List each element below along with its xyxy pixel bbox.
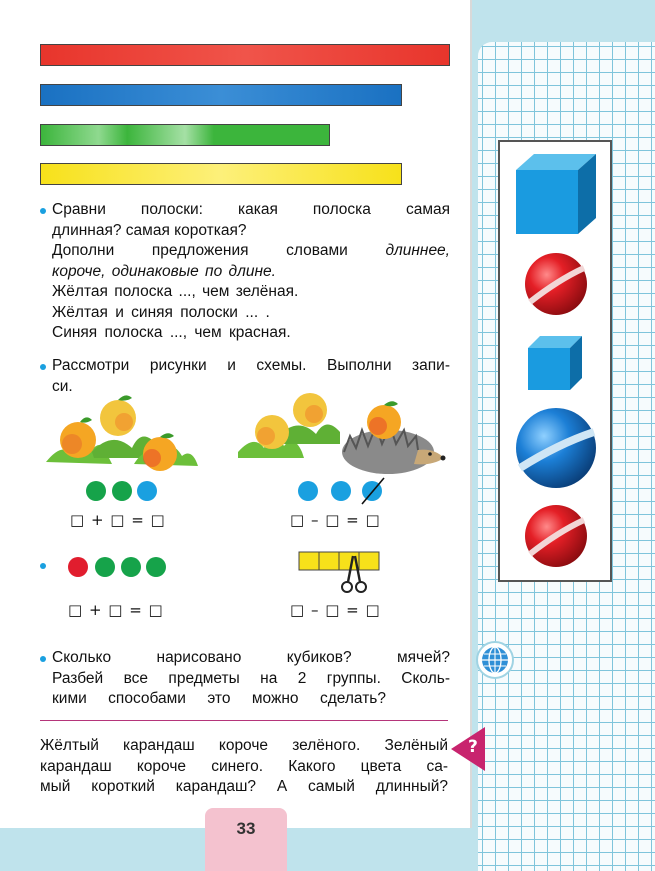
yellow-strip: [40, 163, 402, 185]
globe-icon: [476, 641, 514, 679]
s2-line1: Рассмотри рисунки и схемы. Выполни запи-: [52, 357, 450, 374]
green-dot: [121, 557, 141, 577]
s3-line2: Разбей все предметы на 2 группы. Сколь-: [52, 669, 450, 687]
s1-line7: Синяя полоска ..., чем красная.: [52, 324, 291, 341]
apple-3-blush: [143, 449, 161, 467]
equation-minus-2: □ – □ = □: [290, 601, 381, 619]
equation-minus-1: □ – □ = □: [290, 511, 381, 529]
q-line3: мый короткий карандаш? А самый длинный?: [40, 778, 448, 795]
blue-strip: [40, 84, 402, 106]
s1-line4-italic: короче, одинаковые по длине.: [52, 262, 276, 280]
blue-dot: [331, 481, 351, 501]
apple-2-blush: [305, 405, 323, 423]
s1-line3-normal: Дополни предложения словами: [52, 242, 386, 259]
cross-out-mark: [360, 476, 386, 506]
red-dot: [68, 557, 88, 577]
objects-illustration: [500, 142, 610, 580]
apple-1-blush: [62, 434, 82, 454]
hedgehog-illustration: [238, 392, 448, 478]
strip-with-scissors: [298, 550, 384, 596]
green-dot: [86, 481, 106, 501]
q-line2: карандаш короче синего. Какого цвета са-: [40, 757, 448, 775]
small-cube: [528, 336, 582, 390]
equation-plus-1: □ + □ = □: [70, 511, 166, 529]
s1-line6: Жёлтая и синяя полоски ... .: [52, 303, 270, 321]
green-dot: [146, 557, 166, 577]
red-strip: [40, 44, 450, 66]
blue-dot: [137, 481, 157, 501]
red-ball-1: [525, 253, 587, 315]
blue-ball: [516, 408, 596, 488]
green-dot: [112, 481, 132, 501]
apple-2-blush: [115, 413, 133, 431]
question-mark-label: ?: [468, 737, 478, 757]
leaf-1: [80, 417, 92, 422]
blue-dot: [298, 481, 318, 501]
apples-illustration: [42, 392, 200, 474]
question-marker: [451, 727, 485, 771]
s1-line3: [52, 241, 450, 262]
bullet-1: [40, 208, 46, 214]
q-line1: Жёлтый карандаш короче зелёного. Зелёный: [40, 737, 448, 754]
green-dot: [95, 557, 115, 577]
hedgehog-face: [414, 450, 444, 465]
green-strip: [40, 124, 330, 146]
apple-1-blush: [257, 427, 275, 445]
s1-line5: Жёлтая полоска ..., чем зелёная.: [52, 283, 299, 300]
hedgehog-eye: [428, 452, 432, 456]
leaf-2: [118, 395, 132, 400]
s1-line1: Сравни полоски: какая полоска самая: [52, 201, 450, 218]
big-cube: [516, 154, 596, 234]
bullet-2: [40, 364, 46, 370]
s1-line3-italic: длиннее,: [385, 242, 450, 259]
s2-line2: си.: [52, 377, 73, 395]
hedgehog-nose: [441, 456, 446, 461]
equation-plus-2: □ + □ = □: [68, 601, 164, 619]
bullet-3: [40, 563, 46, 569]
page-number: 33: [205, 808, 287, 871]
s1-line2: длинная? самая короткая?: [52, 221, 247, 239]
s3-line1: Сколько нарисовано кубиков? мячей?: [52, 649, 450, 666]
red-ball-2: [525, 505, 587, 567]
leaf-3: [384, 401, 398, 406]
bullet-4: [40, 656, 46, 662]
apple-3-blush: [369, 417, 387, 435]
s1-line4: [52, 262, 450, 283]
s3-line3: кими способами это можно сделать?: [52, 690, 386, 707]
leaf-3: [160, 433, 174, 438]
section-divider: [40, 720, 448, 721]
